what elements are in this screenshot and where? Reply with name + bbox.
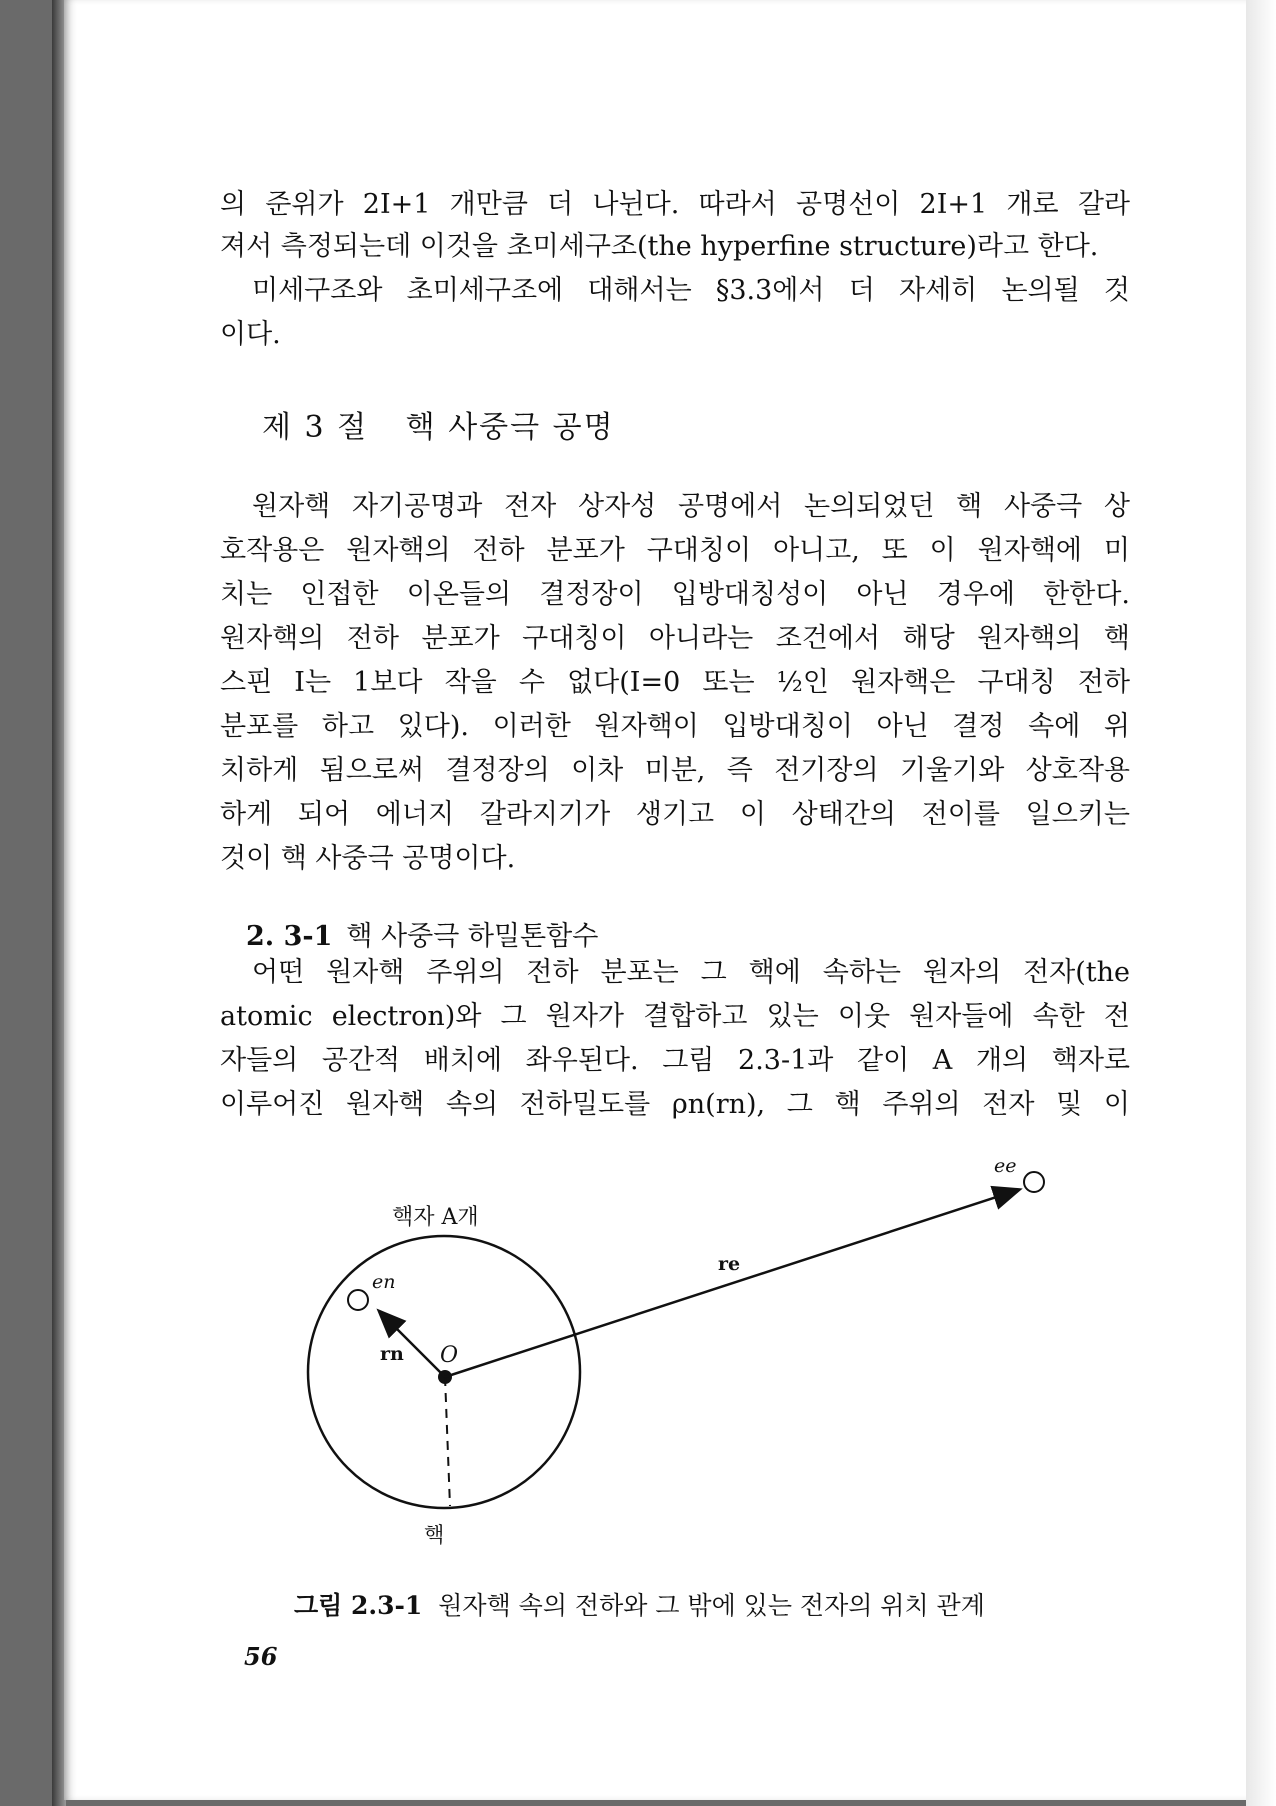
paragraph-line: 치하게 됨으로써 결정장의 이차 미분, 즉 전기장의 기울기와 상호작용	[220, 755, 1130, 786]
paragraph-line: 원자핵 자기공명과 전자 상자성 공명에서 논의되었던 핵 사중극 상	[252, 491, 1130, 522]
paragraph-line: 원자핵의 전하 분포가 구대칭이 아니라는 조건에서 해당 원자핵의 핵	[220, 623, 1130, 654]
section-heading	[262, 402, 615, 446]
figure-nucleus-electron-diagram	[300, 1150, 1070, 1560]
paragraph-line: atomic electron)와 그 원자가 결합하고 있는 이웃 원자들에 속한 전	[220, 1001, 1130, 1032]
caption-text: 원자핵 속의 전하와 그 밖에 있는 전자의 위치 관계	[438, 1591, 985, 1620]
paragraph-line: 치는 인접한 이온들의 결정장이 입방대칭성이 아닌 경우에 한한다.	[220, 579, 1130, 610]
en-label: en	[372, 1271, 396, 1293]
paragraph-line: 어떤 원자핵 주위의 전하 분포는 그 핵에 속하는 원자의 전자(the	[252, 957, 1130, 988]
subsection-title: 핵 사중극 하밀톤함수	[346, 921, 599, 952]
electron-circle	[1024, 1172, 1044, 1192]
nucleon-charge-circle	[348, 1290, 368, 1310]
origin-label: O	[440, 1343, 459, 1368]
page-right-margin	[1246, 0, 1276, 1806]
ee-label: ee	[994, 1155, 1017, 1177]
caption-label: 그림 2.3-1	[294, 1591, 423, 1620]
section-label: 제 3 절	[262, 410, 369, 445]
figure-caption	[294, 1586, 985, 1622]
paragraph-line: 것이 핵 사중극 공명이다.	[220, 843, 516, 874]
rn-label: rn	[380, 1343, 404, 1365]
subsection-number: 2. 3-1	[246, 921, 333, 952]
paragraph-line: 의 준위가 2I+1 개만큼 더 나뉜다. 따라서 공명선이 2I+1 개로 갈라	[220, 189, 1130, 220]
paragraph-line: 스핀 I는 1보다 작을 수 없다(I=0 또는 ½인 원자핵은 구대칭 전하	[220, 667, 1130, 698]
nucleus-label: 핵	[424, 1523, 445, 1547]
paragraph-line: 호작용은 원자핵의 전하 분포가 구대칭이 아니고, 또 이 원자핵에 미	[220, 535, 1130, 566]
page-number: 56	[244, 1642, 278, 1671]
nucleus-radius-dashed-line	[445, 1377, 450, 1506]
paragraph-line: 하게 되어 에너지 갈라지기가 생기고 이 상태간의 전이를 일으키는	[220, 799, 1130, 830]
paragraph-line: 져서 측정되는데 이것을 초미세구조(the hyperfine structure)라고 한다.	[220, 231, 1099, 262]
re-vector-arrow	[445, 1190, 1018, 1377]
section-title: 핵 사중극 공명	[405, 410, 615, 445]
paragraph-line: 자들의 공간적 배치에 좌우된다. 그림 2.3-1과 같이 A 개의 핵자로	[220, 1045, 1130, 1076]
paragraph-line: 이루어진 원자핵 속의 전하밀도를 ρn(rn), 그 핵 주위의 전자 및 이	[220, 1089, 1130, 1120]
nucleons-label: 핵자 A개	[392, 1205, 479, 1230]
paragraph-line: 분포를 하고 있다). 이러한 원자핵이 입방대칭이 아닌 결정 속에 위	[220, 711, 1130, 742]
re-label: re	[718, 1253, 741, 1275]
subsection-heading	[246, 914, 598, 953]
paragraph-line: 이다.	[220, 319, 281, 350]
paragraph-line: 미세구조와 초미세구조에 대해서는 §3.3에서 더 자세히 논의될 것	[252, 275, 1130, 306]
